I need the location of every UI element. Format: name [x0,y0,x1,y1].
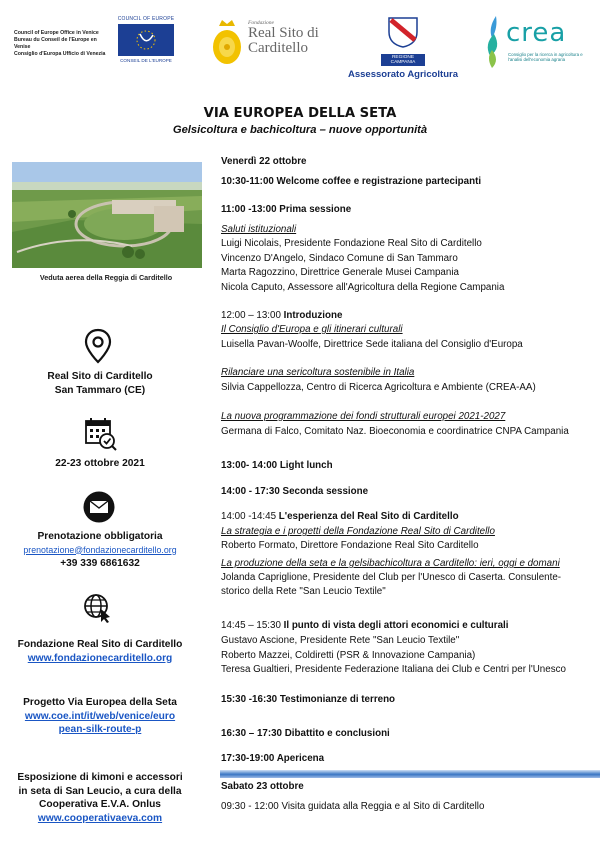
visit-slot: 09:30 - 12:00 Visita guidata alla Reggia e al Sito di Carditello [221,801,485,812]
booking-email-link[interactable]: prenotazione@fondazionecarditello.org [23,544,177,555]
map-pin-icon [78,326,118,366]
talk-speaker: Jolanda Capriglione, Presidente del Club per l'Unesco di Caserta. Consulente- [221,572,562,583]
regione-shield-icon [383,16,423,48]
intro-slot [221,309,596,324]
booking-phone: +39 339 6861632 [60,558,140,569]
booking-title: Prenotazione obbligatoria [37,531,163,542]
greeting-speaker: Luigi Nicolais, Presidente Fondazione Real Sito di Carditello [221,238,482,249]
pov-speaker: Teresa Gualtieri, Presidente Federazione Italiana dei Club e Centri per l'Unesco [221,664,566,675]
second-session-heading: 14:00 - 17:30 Seconda sessione [221,486,369,497]
rs-fondazione-label: Fondazione [248,20,274,26]
testimonials-slot: 15:30 -16:30 Testimonianze di terreno [221,694,396,705]
pov-label: Il punto di vista degli attori economici e culturali [283,620,509,631]
talk-speaker-cont: storico della Rete "San Leucio Textile" [221,586,386,597]
debate-slot: 16:30 – 17:30 Dibattito e conclusioni [221,728,390,739]
assessorato-label: Assessorato Agricoltura [348,69,458,80]
location-city: San Tammaro (CE) [54,384,146,396]
exhibition-line-1: Esposizione di kimoni e accessori [17,772,183,783]
exhibition-block [0,771,200,825]
pov-time: 14:45 – 15:30 [221,620,284,631]
greeting-speaker: Marta Ragozzino, Direttrice Generale Musei Campania [221,267,459,278]
exhibition-website-link[interactable]: www.cooperativaeva.com [37,812,163,824]
location-block [0,370,200,397]
greeting-speaker: Nicola Caputo, Assessore all'Agricoltura della Regione Campania [221,282,505,293]
regione-label: REGIONE CAMPANIA [381,54,425,66]
exhibition-line-3: Cooperativa E.V.A. Onlus [39,799,161,810]
lunch-slot: 13:00- 14:00 Light lunch [221,460,333,471]
project-block [0,696,200,737]
project-link-line-1[interactable]: www.coe.int/it/web/venice/euro [24,710,176,722]
crea-subtitle: Consiglio per la ricerca in agricoltura e l'analisi dell'economia agraria [508,52,583,63]
experience-label: L'esperienza del Real Sito di Carditello [278,511,459,522]
coe-logo-bottom-text: CONSEIL DE L'EUROPE [120,58,172,63]
foundation-block [0,638,200,665]
regione-campania-logo [348,16,458,80]
day-two-heading: Sabato 23 ottobre [221,781,304,792]
greetings-title: Saluti istituzionali [221,224,297,235]
real-sito-carditello-logo [208,18,334,68]
exhibition-line-2: in seta di San Leucio, a cura della [18,785,182,797]
eu-stars-icon [118,24,174,56]
experience-time: 14:00 -14:45 [221,511,279,522]
intro-label: Introduzione [283,310,343,321]
coe-text-line: Council of Europe Office in Venice [14,30,99,36]
royal-crest-icon [208,18,246,68]
council-of-europe-venice-text [14,30,112,58]
envelope-icon [82,490,116,524]
council-of-europe-logo [116,16,176,66]
globe-icon [82,592,114,624]
calendar-icon [84,416,118,452]
talk-speaker: Luisella Pavan-Woolfe, Direttrice Sede italiana del Consiglio d'Europa [221,339,523,350]
location-name: Real Sito di Carditello [47,371,153,382]
project-link-line-2[interactable]: pean-silk-route-p [58,724,142,735]
rs-name-line-2: Carditello [248,40,308,56]
foundation-website-link[interactable]: www.fondazionecarditello.org [27,652,173,664]
page-subtitle: Gelsicoltura e bachicoltura – nuove opportunità [172,124,428,136]
talk-title: Il Consiglio d'Europa e gli itinerari culturali [221,324,403,335]
talk-title: La produzione della seta e la gelsibachicoltura a Carditello: ieri, oggi e domani [221,558,560,569]
point-of-view-slot [221,619,596,634]
first-session-heading: 11:00 -13:00 Prima sessione [221,204,352,215]
section-divider [220,770,600,778]
apericena-slot: 17:30-19:00 Apericena [221,753,325,764]
rs-name-line-1: Real Sito di [248,25,319,41]
crea-drops-icon [482,14,506,70]
intro-time: 12:00 – 13:00 [221,310,284,321]
coe-logo-top-text: COUNCIL OF EUROPE [117,16,175,22]
page-title: VIA EUROPEA DELLA SETA [203,106,397,121]
coe-text-line: Consiglio d'Europa Ufficio di Venezia [14,51,106,57]
foundation-name: Fondazione Real Sito di Carditello [17,639,183,650]
project-title: Progetto Via Europea della Seta [23,697,177,708]
talk-speaker: Germana di Falco, Comitato Naz. Bioeconomia e coordinatrice CNPA Campania [221,426,569,437]
crea-logo [478,12,590,72]
talk-title: Rilanciare una sericoltura sostenibile in Italia [221,367,415,378]
talk-speaker: Silvia Cappellozza, Centro di Ricerca Agricoltura e Ambiente (CREA-AA) [221,382,536,393]
talk-speaker: Roberto Formato, Direttore Fondazione Real Sito Carditello [221,540,479,551]
photo-caption: Veduta aerea della Reggia di Carditello [39,273,173,282]
greeting-speaker: Vincenzo D'Angelo, Sindaco Comune di San Tammaro [221,253,458,264]
day-one-heading: Venerdì 22 ottobre [221,156,307,167]
experience-slot [221,510,596,525]
pov-speaker: Gustavo Ascione, Presidente Rete "San Leucio Textile" [221,635,460,646]
event-date: 22-23 ottobre 2021 [55,458,145,469]
crea-wordmark: crea [506,18,567,48]
aerial-photo-reggia [12,162,202,268]
coe-text-line: Bureau du Conseil de l'Europe en Venise [14,37,97,50]
welcome-slot: 10:30-11:00 Welcome coffee e registrazione partecipanti [221,176,482,187]
pov-speaker: Roberto Mazzei, Coldiretti (PSR & Innovazione Campania) [221,650,476,661]
talk-title: La nuova programmazione dei fondi strutturali europei 2021-2027 [221,411,506,422]
talk-title: La strategia e i progetti della Fondazione Real Sito di Carditello [221,526,495,537]
booking-block [0,530,200,571]
